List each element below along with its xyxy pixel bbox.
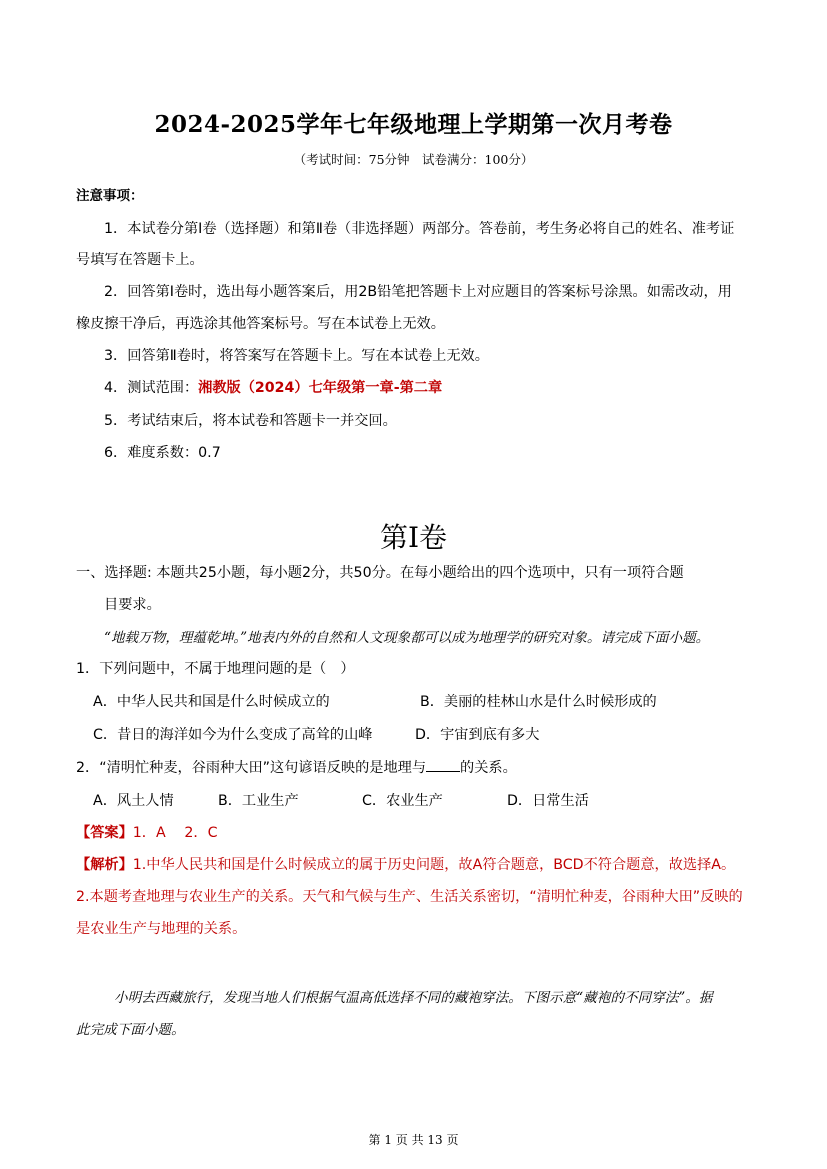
analysis-label: 【解析】: [76, 857, 133, 873]
group1-intro: “地载万物，理蕴乾坤。”地表内外的自然和人文现象都可以成为地理学的研究对象。请完成下面小题。: [104, 630, 710, 646]
notes-heading: 注意事项：: [76, 188, 144, 204]
q2-blank: [426, 759, 460, 772]
q1-stem: 1．下列问题中，不属于地理问题的是（ ）: [76, 661, 355, 677]
analysis-line-3: 是农业生产与地理的关系。: [76, 921, 247, 937]
note-item-2-line-1: 2．回答第Ⅰ卷时，选出每小题答案后，用2B铅笔把答题卡上对应题目的答案标号涂黑。如需改动，用: [104, 284, 732, 300]
analysis-line-2: 2.本题考查地理与农业生产的关系。天气和气候与生产、生活关系密切，“清明忙种麦，谷雨种大田”反映的: [76, 889, 743, 905]
page-footer: 第 1 页 共 13 页: [368, 1133, 459, 1147]
q2-option-c: C．农业生产: [362, 793, 443, 809]
q2-option-d: D．日常生活: [507, 793, 589, 809]
note-item-4: [104, 377, 442, 397]
exam-subtitle: （考试时间：75分钟 试卷满分：100分）: [293, 152, 534, 167]
q1-option-a: A．中华人民共和国是什么时候成立的: [93, 694, 330, 710]
exam-title: 2024-2025学年七年级地理上学期第一次月考卷: [154, 111, 673, 138]
q1-option-b: B．美丽的桂林山水是什么时候形成的: [420, 694, 657, 710]
answer-line: [76, 822, 218, 842]
part-heading-line-2: 目要求。: [104, 597, 161, 613]
test-range: 湘教版（2024）七年级第一章-第二章: [198, 380, 443, 396]
group2-intro-line-1: 小明去西藏旅行，发现当地人们根据气温高低选择不同的藏袍穿法。下图示意“藏袍的不同穿法”。据: [114, 990, 713, 1006]
part-heading-line-1: 一、选择题: 本题共25小题，每小题2分，共50分。在每小题给出的四个选项中，只有一项符合题: [76, 565, 684, 581]
note-item-2-line-2: 橡皮擦干净后，再选涂其他答案标号。写在本试卷上无效。: [76, 316, 445, 332]
q2-option-a: A．风土人情: [93, 793, 174, 809]
section-title: 第Ⅰ卷: [379, 521, 448, 554]
q1-option-c: C．昔日的海洋如今为什么变成了高耸的山峰: [93, 727, 373, 743]
answer-label: 【答案】: [76, 825, 133, 841]
q2-stem-after: 的关系。: [460, 760, 517, 776]
q2-stem-before: 2．“清明忙种麦，谷雨种大田”这句谚语反映的是地理与: [76, 760, 427, 776]
note-item-6: 6．难度系数：0.7: [104, 445, 221, 461]
group2-intro-line-2: 此完成下面小题。: [76, 1022, 185, 1038]
note-item-1-line-1: 1．本试卷分第Ⅰ卷（选择题）和第Ⅱ卷（非选择题）两部分。答卷前，考生务必将自己的姓名、准考证: [104, 221, 735, 237]
note-item-4-prefix: 4．测试范围：: [104, 380, 199, 396]
analysis-text-1: 1.中华人民共和国是什么时候成立的属于历史问题，故A符合题意，BCD不符合题意，故选择A。: [132, 857, 736, 873]
analysis-line-1: [76, 854, 735, 874]
q1-option-d: D．宇宙到底有多大: [415, 727, 540, 743]
note-item-5: 5．考试结束后，将本试卷和答题卡一并交回。: [104, 413, 397, 429]
answer-text: 1．A 2．C: [132, 825, 218, 841]
note-item-3: 3．回答第Ⅱ卷时，将答案写在答题卡上。写在本试卷上无效。: [104, 348, 489, 364]
q2-stem: [76, 757, 517, 777]
q2-option-b: B．工业生产: [218, 793, 299, 809]
note-item-1-line-2: 号填写在答题卡上。: [76, 252, 204, 268]
